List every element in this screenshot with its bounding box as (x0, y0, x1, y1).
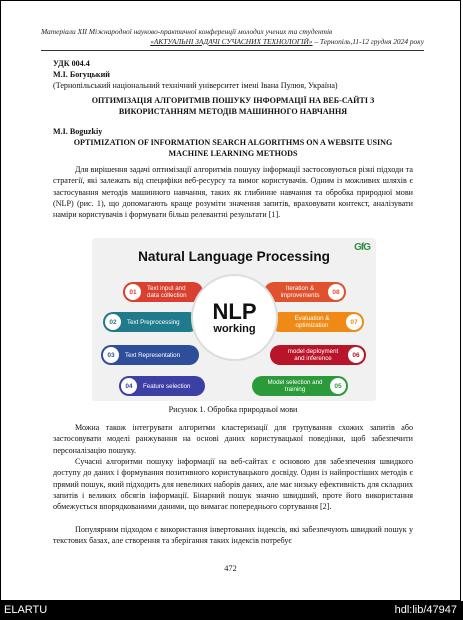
title-ua: ОПТИМІЗАЦІЯ АЛГОРИТМІВ ПОШУКУ ІНФОРМАЦІЇ НА ВЕБ-САЙТІ З ВИКОРИСТАННЯМ МЕТОДІВ МАШИННОГО НАВЧАННЯ (91, 96, 375, 117)
nlp-step-03 (101, 345, 199, 365)
step-label: Text input and data collection (147, 285, 187, 299)
step-number: 04 (121, 378, 137, 394)
handle-id: hdl:lib/47947 (394, 604, 457, 616)
nlp-step-07 (270, 312, 364, 332)
step-label: Iteration & improvements (280, 285, 320, 299)
step-label: Text Preprocessing (127, 318, 180, 326)
nlp-step-02 (103, 312, 199, 332)
nlp-step-05 (252, 376, 348, 396)
nlp-center-circle (191, 274, 278, 361)
page-number: 472 (224, 564, 237, 573)
nlp-step-04 (119, 376, 205, 396)
figure-caption: Рисунок 1. Обробка природньої мови (168, 405, 298, 414)
center-label-working: working (213, 322, 256, 335)
step-label: Text Representation (125, 351, 181, 359)
nlp-figure (92, 238, 376, 401)
paragraph-1: Для вирішення задачі оптимізації алгоритмів пошуку інформації застосовуються різні підходи та стратегії, які залежать від специфіки веб-ресурсу та вимог користувачів. Одним із можливих шляхів є застосування методів машинного навчання, таких як глибинне навчання та обробка природної мови (NLP) (рис. 1), що допомагають краще розуміти значення запитів, враховувати контекст, аналізувати наміри користувачів і формувати більш релевантні результати [1]. (53, 165, 413, 220)
author-ua: М.І. Богуцький (53, 70, 110, 79)
step-label: Feature selection (143, 382, 191, 390)
step-label: Evaluation & optimization (294, 315, 330, 329)
step-label: Model selection and training (267, 379, 323, 393)
paragraph-4: Популярним підходом є використання інвертованих індексів, які забезпечують швидкий пошук у текстових базах, але створення та зберігання таких індексів потребує (53, 525, 413, 546)
figure-title: Natural Language Processing (138, 249, 330, 264)
paragraph-2: Можна також інтегрувати алгоритми кластеризації для групування схожих запитів або застосовувати моделі ранжування на основі даних користувацької поведінки, щоб забезпечити персоналізацію пошуку. (53, 423, 413, 455)
step-label: model deployment and inference (287, 348, 339, 362)
center-label-nlp: NLP (212, 298, 257, 324)
gfg-logo: GfG (354, 242, 370, 253)
step-number: 08 (328, 284, 344, 300)
header-rule (41, 50, 424, 51)
conference-name: «АКТУАЛЬНІ ЗАДАЧІ СУЧАСНИХ ТЕХНОЛОГІЙ» (150, 37, 313, 46)
title-en: OPTIMIZATION OF INFORMATION SEARCH ALGORITHMS ON A WEBSITE USING MACHINE LEARNING METHODS (73, 138, 393, 159)
step-number: 05 (330, 378, 346, 394)
step-number: 07 (346, 314, 362, 330)
nlp-step-01 (123, 282, 203, 302)
header-line-1: Матеріали ХІІ Міжнародної науково-практичної конференції молодих учених та студентів (41, 27, 333, 36)
conference-header (41, 27, 424, 47)
step-number: 06 (348, 347, 364, 363)
author-en: M.I. Boguzkiy (53, 127, 103, 136)
paragraph-3: Сучасні алгоритми пошуку інформації на веб-сайтах є основою для забезпечення швидкого доступу до даних і формування позитивного користувацького досвіду. Один із найпростіших методів є прямий пошук, який підходить для невеликих наборів даних, але має низьку ефективність для складних запитів і великих обсягів інформації. Бінарний пошук значно швидший, проте його використання обмежується впорядкованими даними, що вимагає попереднього сортування [2]. (53, 457, 413, 512)
step-number: 01 (125, 284, 141, 300)
affiliation-ua: (Тернопільський національний технічний університет імені Івана Пулюя, Україна) (53, 81, 338, 90)
udk-code: УДК 004.4 (53, 59, 90, 68)
nlp-step-08 (264, 282, 346, 302)
conference-place-date: – Тернопіль,11-12 грудня 2024 року (312, 37, 424, 46)
step-number: 03 (103, 347, 119, 363)
repository-footer (0, 601, 463, 620)
nlp-step-06 (270, 345, 366, 365)
step-number: 02 (105, 314, 121, 330)
header-line-2 (41, 37, 424, 47)
repository-name: ELARTU (4, 604, 48, 616)
